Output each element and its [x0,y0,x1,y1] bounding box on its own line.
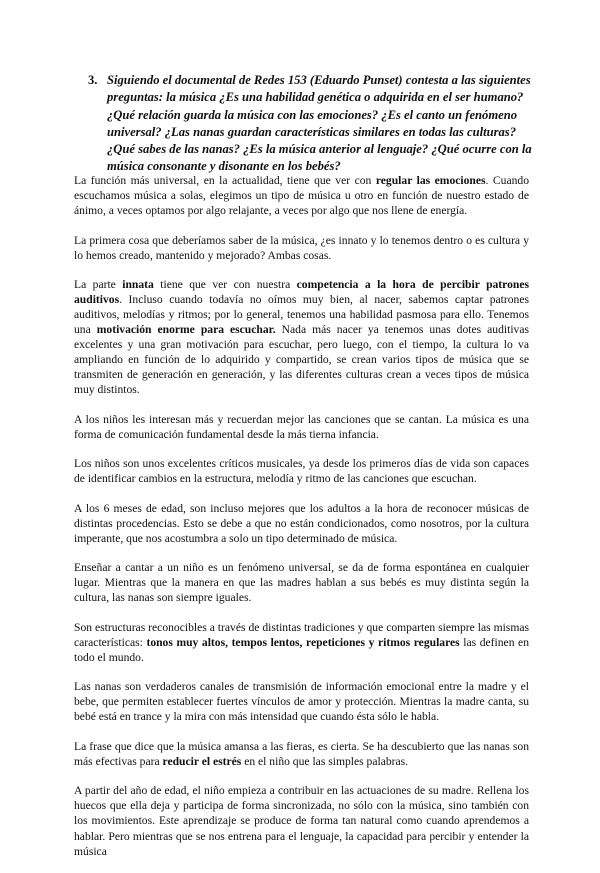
text-run: La frase que dice que la música amansa a las fieras, es cierta. Se ha descubierto que las nanas son más efectivas para [74,739,529,768]
text-run: tiene que ver con nuestra [153,278,297,292]
bold-text: tonos muy altos, tempos lentos, repeticiones y ritmos regulares [146,635,460,649]
paragraph [74,620,529,665]
bold-text: competencia a la hora de percibir patrones auditivos [74,278,530,307]
paragraph [74,739,529,769]
bold-text: innata [122,278,154,292]
document-body [74,173,529,873]
question-number: 3. [88,73,98,87]
text-run: Enseñar a cantar a un niño es un fenómeno universal, se da de forma espontánea en cualquier lugar. Mientras que la manera en que las madres hablan a sus bebés es muy distinta según la cultura, las nanas son siempre iguales. [74,561,529,605]
paragraph [74,679,529,724]
text-run: Los niños son unos excelentes críticos musicales, ya desde los primeros días de vida son capaces de identificar cambios en la estructura, melodía y ritmo de las canciones que escuchan. [74,457,529,486]
text-run: A los 6 meses de edad, son incluso mejores que los adultos a la hora de reconocer músicas de distintas procedencias. Esto se debe a que no están condicionados, como nosotros, por la cultura imperante, que nos acostumbra a solo un tipo determinado de música. [74,501,529,545]
text-run: A partir del año de edad, el niño empieza a contribuir en las actuaciones de su madre. Rellena los huecos que ella deja y participa de forma sincronizada, no sólo con la música, sino también con los movimientos. Este aprendizaje se produce de forma tan natural como cuando aprendemos a hablar. Pero mientras que se nos entrena para el lenguaje, la capacidad para percibir y entender la música [74,784,529,858]
text-run: Las nanas son verdaderos canales de transmisión de información emocional entre la madre y el bebe, que permiten establecer fuertes vínculos de amor y protección. Mientras la madre canta, su bebé está en trance y la mira con más intensidad que cuando ésta sólo le habla. [74,680,529,724]
paragraph [74,173,529,218]
paragraph [74,501,529,546]
text-run: Nada más nacer ya tenemos unas dotes auditivas excelentes y una gran motivación para escuchar, pero luego, con el tiempo, la cultura lo va ampliando en función de lo adquirido y compartido, se crean varios tipos de música que se transmiten de generación en generación, y las diferentes culturas crean a veces tipos de música muy distintos. [74,323,530,397]
question-text: Siguiendo el documental de Redes 153 (Eduardo Punset) contesta a las siguientes preguntas: la música ¿Es una habilidad genética o adquirida en el ser humano? ¿Qué relación guarda la música con las emociones? ¿Es el canto un fenómeno universal? ¿Las nanas guardan características similares en todas las culturas? ¿Qué sabes de las nanas? ¿Es la música anterior al lenguaje? ¿Qué ocurre con la música consonante y disonante en los bebés? [107,73,532,174]
paragraph [74,277,529,397]
text-run: Son estructuras reconocibles a través de distintas tradiciones y que comparten siempre las mismas características: [74,620,529,649]
text-run: en el niño que las simples palabras. [241,754,409,768]
bold-text: reducir el estrés [162,754,242,768]
paragraph [74,412,529,442]
text-run: . Incluso cuando todavía no oímos muy bien, al nacer, sabemos captar patrones auditivos, melodías y ritmos; por lo general, tenemos una habilidad pasmosa para ello. Tenemos una [74,293,529,337]
bold-text: motivación enorme para escuchar. [96,323,276,337]
bold-text: regular las emociones [375,174,486,187]
text-run: A los niños les interesan más y recuerdan mejor las canciones que se cantan. La música es una forma de comunicación fundamental desde la más tierna infancia. [74,412,529,441]
text-run: La parte [74,278,123,292]
paragraph [74,783,529,858]
question-heading [88,72,533,176]
paragraph [74,233,529,263]
text-run: . Cuando escuchamos música a solas, elegimos un tipo de música u otro en función de nuestro estado de ánimo, a veces optamos por algo relajante, a veces por algo que nos llene de energía. [74,174,529,218]
paragraph [74,456,529,486]
text-run: La primera cosa que deberíamos saber de la música, ¿es innato y lo tenemos dentro o es cultura y lo hemos creado, mantenido y mejorado? Ambas cosas. [74,233,529,262]
paragraph [74,560,529,605]
text-run: La función más universal, en la actualidad, tiene que ver con [74,174,376,187]
text-run: las definen en todo el mundo. [74,635,530,664]
